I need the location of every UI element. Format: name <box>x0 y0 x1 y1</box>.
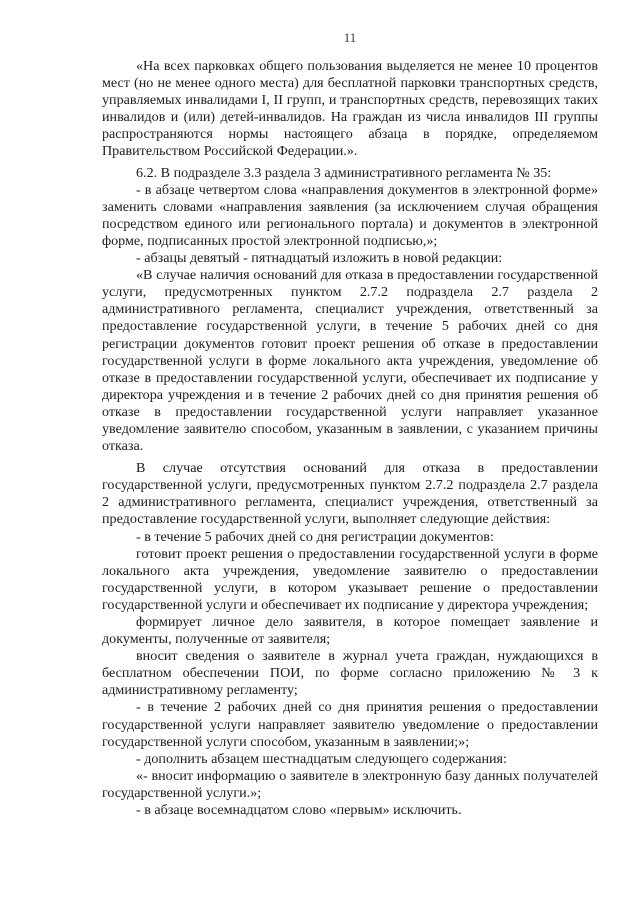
paragraph-personal-file: формирует личное дело заявителя, в которое помещает заявление и документы, полученные от заявителя; <box>102 614 598 648</box>
paragraph-within-2-days: - в течение 2 рабочих дней со дня принятия решения о предоставлении государственной услуги направляет заявителю уведомление о предоставлении государственной услуги способом, указанным в заявлении;»; <box>102 699 598 750</box>
page-number: 11 <box>343 30 357 45</box>
paragraph-refusal-grounds: «В случае наличия оснований для отказа в предоставлении государственной услуги, предусмотренных пунктом 2.7.2 подраздела 2.7 раздела 2 административного регламента, специалист учреждения, ответственный за предоставление государственной услуги, в течение 5 рабочих дней со дня регистрации документов готовит проект решения об отказе в предоставлении государственной услуги в форме локального акта учреждения, уведомление об отказе в предоставлении государственной услуги, обеспечивает их подписание у директора учреждения и в течение 2 рабочих дней со дня принятия решения об отказе в предоставлении государственной услуги направляет указанное уведомление заявителю способом, указанным в заявлении, с указанием причины отказа. <box>102 267 598 455</box>
paragraph-prepares-decision: готовит проект решения о предоставлении государственной услуги в форме локального акта учреждения, уведомление заявителю о предоставлении государственной услуги, в котором указывает решение о предоставлении государственной услуги и обеспечивает их подписание у директора учреждения; <box>102 545 598 613</box>
paragraph-no-refusal-grounds: В случае отсутствия оснований для отказа в предоставлении государственной услуги, предусмотренных пунктом 2.7.2 подраздела 2.7 раздела 2 административного регламента, специалист учреждения, ответственный за предоставление государственной услуги, выполняет следующие действия: <box>102 460 598 528</box>
paragraph-new-edition-intro: - абзацы девятый - пятнадцатый изложить в новой редакции: <box>136 250 503 267</box>
paragraph-within-5-days: - в течение 5 рабочих дней со дня регистрации документов: <box>136 528 494 545</box>
paragraph-add-sixteenth: - дополнить абзацем шестнадцатым следующего содержания: <box>136 750 507 767</box>
paragraph-section-6-2: 6.2. В подразделе 3.3 раздела 3 административного регламента № 35: <box>136 164 552 181</box>
paragraph-journal-entry: вносит сведения о заявителе в журнал учета граждан, нуждающихся в бесплатном обеспечении ПОИ, по форме согласно приложению № 3 к административному регламенту; <box>102 648 598 699</box>
paragraph-exclude-word: - в абзаце восемнадцатом слово «первым» исключить. <box>136 802 462 819</box>
paragraph-replace-words: - в абзаце четвертом слова «направления документов в электронной форме» заменить словами «направления заявления (за исключением случая обращения посредством единого или регионального портала) и документов в электронной форме, подписанных простой электронной подписью,»; <box>102 181 598 249</box>
paragraph-parking-quote: «На всех парковках общего пользования выделяется не менее 10 процентов мест (но не менее одного места) для бесплатной парковки транспортных средств, управляемых инвалидами I, II групп, и транспортных средств, перевозящих таких инвалидов и (или) детей-инвалидов. На граждан из числа инвалидов III группы распространяются нормы настоящего абзаца в порядке, определяемом Правительством Российской Федерации.». <box>102 58 598 160</box>
paragraph-database-entry: «- вносит информацию о заявителе в электронную базу данных получателей государственной услуги.»; <box>102 767 598 801</box>
